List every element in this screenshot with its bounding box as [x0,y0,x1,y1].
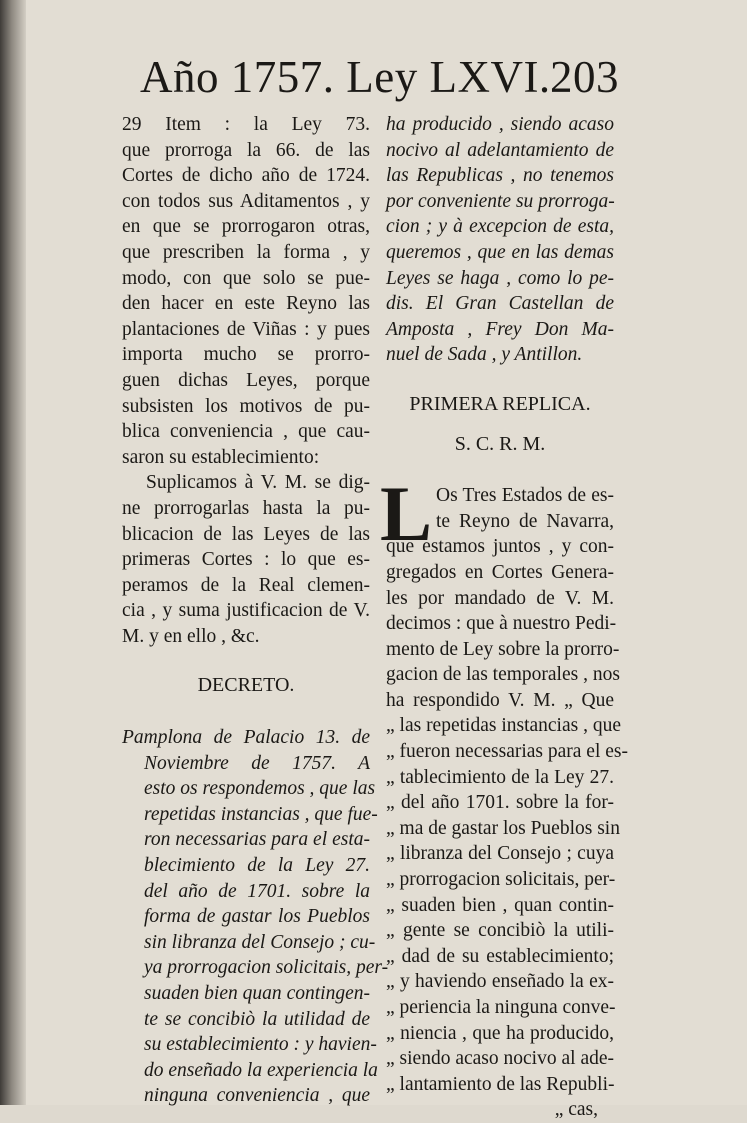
text-line: ha respondido V. M. „ Que [386,689,614,711]
petition-paragraph [122,112,370,470]
text-line: „ libranza del Consejo ; cuya [386,843,614,865]
text-line: les por mandado de V. M. [386,587,614,609]
page-number: 203 [550,52,619,102]
text-line: M. y en ello , &c. [122,625,260,647]
text-line: esto os respondemos , que las [144,778,376,800]
text-line: dis. El Gran Castellan de [386,293,614,315]
text-line: plantaciones de Viñas : y pues [122,318,370,340]
text-line: peramos de la Real clemen- [122,574,370,596]
text-line: por conveniente su prorroga- [386,190,615,212]
text-line: modo, con que solo se pue- [122,267,370,289]
decreto-heading: DECRETO. [197,674,295,697]
text-line: forma de gastar los Pueblos [144,906,370,928]
text-line: te Reyno de Navarra, [436,510,614,532]
text-line: „ niencia , que ha producido, [386,1022,614,1044]
text-line: „ fueron necessarias para el es- [386,741,628,763]
text-line: „ y haviendo enseñado la ex- [386,971,614,993]
text-line: con todos sus Aditamentos , y [122,190,370,212]
binding-gutter [0,0,26,1105]
text-line: sin libranza del Consejo ; cu- [144,931,376,953]
text-line: Leyes se haga , como lo pe- [386,267,614,289]
text-line: las Republicas , no tenemos [386,165,614,187]
text-line: cia , y suma justificacion de V. [122,600,370,622]
decree-continuation [386,112,614,368]
text-line: ya prorrogacion solicitais, per- [144,957,389,979]
catchword: „ cas, [554,1099,598,1121]
text-line: „ del año 1701. sobre la for- [386,792,614,814]
text-line: ha producido , siendo acaso [386,114,614,135]
text-line: mento de Ley sobre la prorro- [386,638,620,660]
text-line: do enseñado la experiencia la [144,1059,378,1081]
text-line: subsisten los motivos de pu- [122,395,370,417]
text-line: en que se prorrogaron otras, [122,216,370,238]
text-line: „ prorrogacion solicitais, per- [386,869,616,891]
text-line: „ siendo acaso nocivo al ade- [386,1048,614,1070]
text-line: repetidas instancias , que fue- [144,803,378,825]
replica-paragraph [380,470,628,1097]
text-line: „ tablecimiento de la Ley 27. [386,766,614,788]
running-header [140,50,620,104]
text-line: „ dad de su establecimiento; [386,945,614,967]
text-line: Noviembre de 1757. A [144,752,370,774]
text-line: saron su establecimiento: [122,446,320,468]
text-line: queremos , que en las demas [386,241,614,263]
text-line: nuel de Sada , y Antillon. [386,344,583,366]
text-line: den hacer en este Reyno las [122,293,370,315]
text-line: „ las repetidas instancias , que [386,715,621,737]
text-line: ron necessarias para el esta- [144,829,370,851]
text-line: blicacion de las Leyes de las [122,523,370,545]
text-line: ninguna conveniencia , que [144,1085,370,1107]
text-line: „ lantamiento de las Republi- [386,1073,615,1095]
decree-paragraph [122,725,389,1109]
text-line: Amposta , Frey Don Ma- [386,318,614,340]
supplication-paragraph [122,470,370,649]
header-title: Año 1757. Ley LXVI. [140,52,551,102]
text-line: te se concibiò la utilidad de [144,1008,370,1030]
drop-cap: L [380,470,433,558]
text-line: que prorroga la 66. de las [122,139,370,161]
text-line: Suplicamos à V. M. se dig- [146,472,370,494]
text-line: blica conveniencia , que cau- [122,421,370,443]
text-line: „ ma de gastar los Pueblos sin [386,817,620,839]
text-line: Os Tres Estados de es- [436,485,614,507]
text-line: importa mucho se prorro- [122,344,370,366]
text-line: „ gente se concibiò la utili- [386,920,614,942]
text-line: nocivo al adelantamiento de [386,139,614,161]
text-line: Cortes de dicho año de 1724. [122,165,370,187]
text-line: guen dichas Leyes, porque [122,369,370,391]
text-line: decimos : que à nuestro Pedi- [386,613,617,635]
text-line: „ periencia la ninguna conve- [386,997,616,1018]
salutation: S. C. R. M. [454,432,546,455]
text-line: su establecimiento : y havien- [144,1034,377,1056]
text-line: ne prorrogarlas hasta la pu- [122,497,370,519]
text-line: primeras Cortes : lo que es- [122,549,370,571]
text-line: cion ; y à excepcion de esta, [386,216,614,238]
text-line: que prescriben la forma , y [122,241,370,263]
right-column [380,112,628,1123]
replica-heading: PRIMERA REPLICA. [409,392,591,415]
text-line: blecimiento de la Ley 27. [144,855,370,877]
text-line: gregados en Cortes Genera- [386,561,614,583]
text-line: que estamos juntos , y con- [386,536,614,558]
text-line: „ suaden bien , quan contin- [386,894,614,916]
left-column [122,112,389,1109]
text-line: del año de 1701. sobre la [144,880,370,902]
text-line: gacion de las temporales , nos [386,664,620,686]
text-line: Pamplona de Palacio 13. de [122,727,370,749]
text-line: suaden bien quan contingen- [144,983,370,1004]
text-line: 29 Item : la Ley 73. [122,114,370,135]
